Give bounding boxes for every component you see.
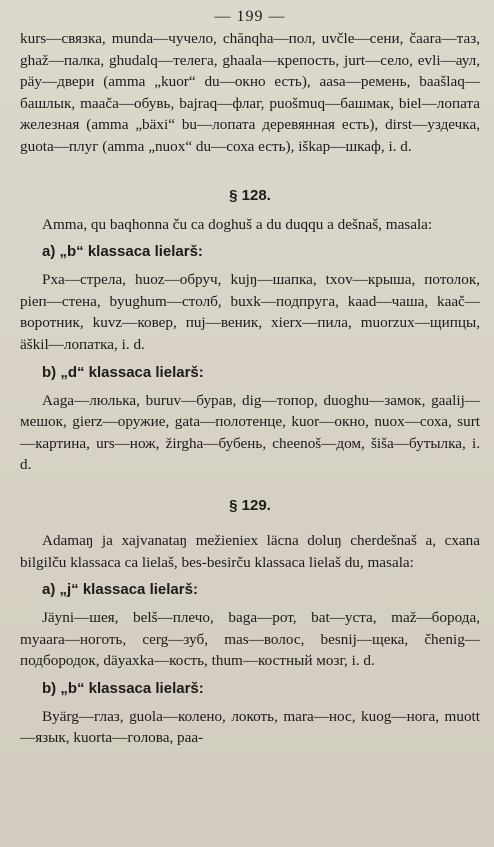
section-129-sub-a-heading: a) „j“ klassaca lielarš: [42, 581, 198, 599]
spacer [20, 158, 480, 186]
section-128-sub-a-heading: a) „b“ klassaca lielarš: [42, 243, 203, 261]
section-128-sub-a-text: Pxa—стрела, huoz—обруч, kujŋ—шапка, txov—крыша, потолок, pieп—стена, byughum—столб, buxk—подпруга, kaad—чаша, kaač—воротник, kuvz—ковер, пuj—веник, xierx—пила, muorzux—щипцы, äškil—лопатка, i. d. [20, 271, 480, 353]
section-128-title: § 128. [229, 186, 271, 204]
section-128-sub-b-heading: b) „d“ klassaca lielarš: [42, 363, 204, 381]
top-paragraph: kurs—связка, munda—чучело, chănqha—пол, uvčle—сени, čaara—таз, ghaž—палка, ghudalq—телега, ghaala—крепость, jurt—село, evli—аул, päy—двери (amma „kuor“ du—окно есть), aasa—ремень, baašlaq—башлык, maača—обувь, bajraq—флаг, puošmuq—башмак, biel—лопата железная (amma „bäxi“ bu—лопата деревянная есть), dirst—уздечка, guota—плуг (amma „nuox“ du—соха есть), iškap—шкаф, i. d. [20, 30, 480, 155]
section-128-sub-b-text: Aaga—люлька, buruv—бурав, dig—топор, duoghu—замок, gaalij—мешок, gierz—оружие, gata—полотенце, kuor—окно, nuox—соха, surt—картина, urs—нож, žirgha—бубень, cheenoš—дом, šiša—бутылка, i. d. [20, 391, 480, 474]
spacer [20, 516, 480, 530]
section-129-sub-a-text: Jäyni—шея, belš—плечо, baga—рот, bat—уста, maž—борода, myaara—ноготь, cerg—зуб, mas—волос, besnij—щека, čhenig—подбородок, däyaxka—кость, thum—костный мозг, i. d. [20, 609, 480, 670]
section-129-sub-b-text: Byärg—глаз, guola—колено, локоть, mara—нос, kuog—нога, muott—язык, kuorta—голова, paa- [20, 707, 480, 747]
section-129-sub-b-heading: b) „b“ klassaca lielarš: [42, 679, 204, 697]
section-129-title: § 129. [229, 496, 271, 514]
section-128-intro: Amma, qu baqhonna ču ca doghuš a du duqqu a dešnaš, masala: [42, 215, 433, 233]
section-129 [20, 496, 480, 749]
spacer [20, 206, 480, 214]
spacer [20, 476, 480, 496]
section-129-intro: Adamaŋ ja xajvanataŋ mežieniex läcna doluŋ cherdešnaš a, cxana bilgilču klassaca ca lielaš, bes-besirču klassaca lielaš du, masala: [20, 531, 480, 571]
section-128 [20, 186, 480, 476]
page-number: — 199 — [214, 8, 286, 25]
